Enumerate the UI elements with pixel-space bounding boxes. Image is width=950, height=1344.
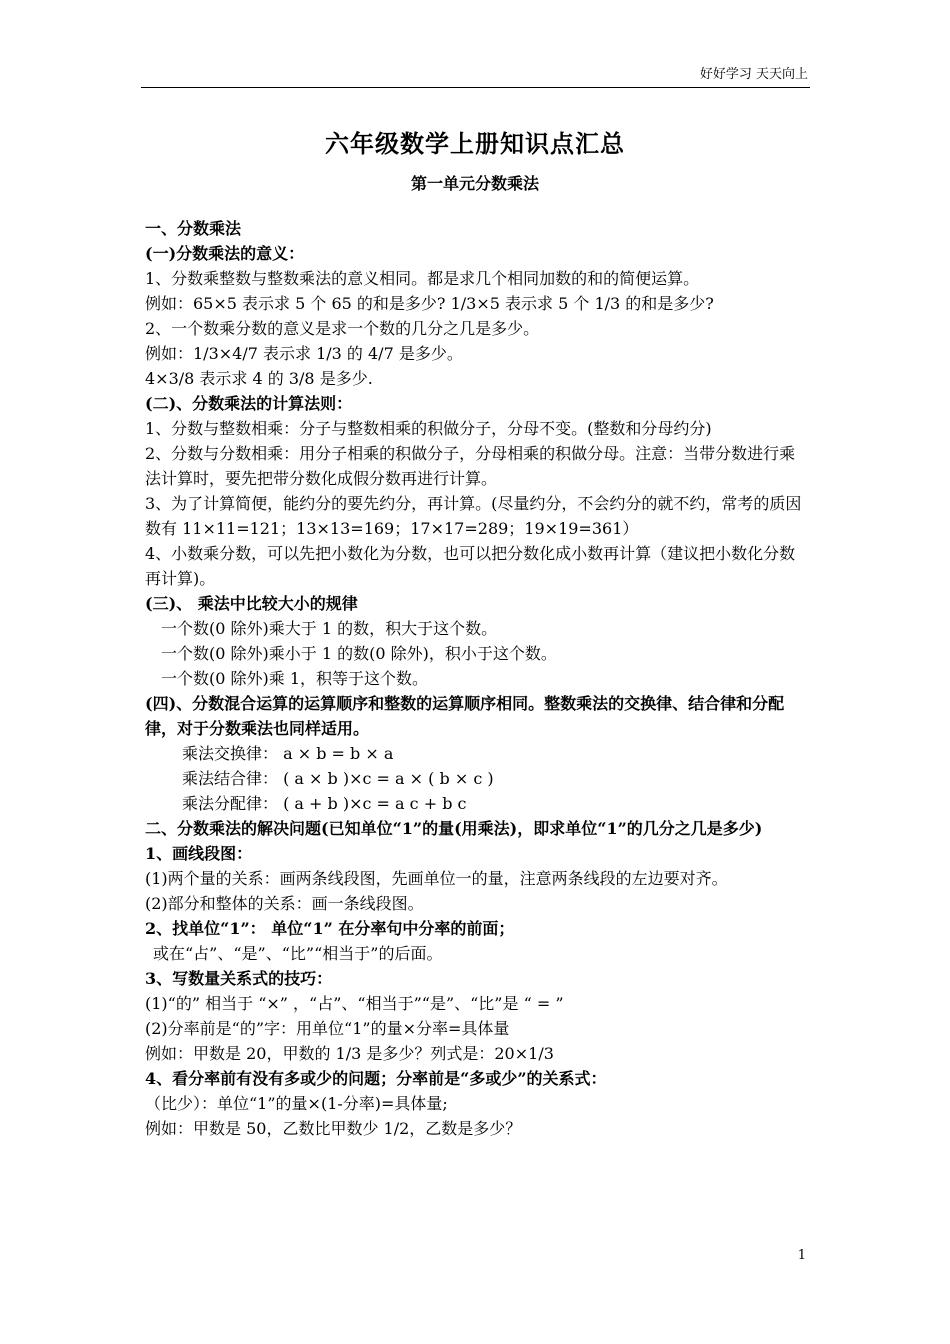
example: 例如：1/3×4/7 表示求 1/3 的 4/7 是多少。: [145, 344, 463, 363]
rule-item: 一个数(0 除外)乘 1，积等于这个数。: [161, 669, 429, 688]
paragraph: 4、小数乘分数，可以先把小数化为分数，也可以把分数化成小数再计算（建议把小数化分数再计算)。: [145, 544, 796, 588]
paragraph: 或在“占”、“是”、“比”“相当于”的后面。: [153, 944, 443, 963]
law-associative: 乘法结合律： ( a × b )×c = a × ( b × c ): [182, 769, 494, 788]
paragraph: 2、一个数乘分数的意义是求一个数的几分之几是多少。: [145, 319, 540, 338]
paragraph: (1)两个量的关系：画两条线段图，先画单位一的量，注意两条线段的左边要对齐。: [145, 869, 728, 888]
rule-item: 一个数(0 除外)乘大于 1 的数，积大于这个数。: [161, 619, 498, 638]
subsection-heading: 1、画线段图：: [145, 844, 253, 863]
header-divider: [141, 87, 810, 88]
header-motto: 好好学习 天天向上: [699, 67, 808, 82]
unit-subtitle: 第一单元分数乘法: [410, 174, 539, 193]
subsection-heading: (二)、分数乘法的计算法则：: [145, 394, 353, 413]
example: 例如：甲数是 20，甲数的 1/3 是多少？列式是：20×1/3: [145, 1044, 554, 1063]
paragraph: 2、分数与分数相乘：用分子相乘的积做分子，分母相乘的积做分母。注意：当带分数进行乘法计算时，要先把带分数化成假分数再进行计算。: [145, 444, 796, 488]
paragraph: 1、分数乘整数与整数乘法的意义相同。都是求几个相同加数的和的简便运算。: [145, 269, 700, 288]
paragraph: (2)部分和整体的关系：画一条线段图。: [145, 894, 424, 913]
subsection-heading: (四)、分数混合运算的运算顺序和整数的运算顺序相同。整数乘法的交换律、结合律和分配律，对于分数乘法也同样适用。: [145, 694, 785, 738]
law-distributive: 乘法分配律： ( a + b )×c = a c + b c: [182, 794, 467, 813]
section-heading: 二、分数乘法的解决问题(已知单位“1”的量(用乘法)，即求单位“1”的几分之几是多少): [145, 819, 763, 838]
subsection-heading: (一)分数乘法的意义：: [145, 244, 305, 263]
rule-item: 一个数(0 除外)乘小于 1 的数(0 除外)，积小于这个数。: [161, 644, 557, 663]
document-body: [145, 216, 811, 1141]
subsection-heading: 2、找单位“1”： 单位“1” 在分率句中分率的前面；: [145, 919, 515, 938]
document-title: 六年级数学上册知识点汇总: [325, 129, 625, 158]
paragraph: 1、分数与整数相乘：分子与整数相乘的积做分子，分母不变。(整数和分母约分): [145, 419, 712, 438]
subsection-heading: (三)、 乘法中比较大小的规律: [145, 594, 358, 613]
page-number: 1: [797, 1248, 806, 1263]
subsection-heading: 4、看分率前有没有多或少的问题；分率前是“多或少”的关系式：: [145, 1069, 607, 1088]
paragraph: 3、为了计算简便，能约分的要先约分，再计算。(尽量约分，不会约分的就不约，常考的质因数有 11×11=121；13×13=169；17×17=289；19×19=361）: [145, 494, 802, 538]
law-commutative: 乘法交换律： a × b = b × a: [182, 744, 394, 763]
paragraph: (2)分率前是“的”字：用单位“1”的量×分率=具体量: [145, 1019, 510, 1038]
section-heading: 一、分数乘法: [145, 219, 242, 238]
example: 4×3/8 表示求 4 的 3/8 是多少.: [145, 369, 373, 388]
example: 例如：65×5 表示求 5 个 65 的和是多少? 1/3×5 表示求 5 个 1/3 的和是多少?: [145, 294, 714, 313]
paragraph: （比少）：单位“1”的量×(1-分率)=具体量;: [145, 1094, 448, 1113]
paragraph: (1)“的” 相当于 “×” ，“占”、“相当于”“是”、“比”是 “ = ”: [145, 994, 564, 1013]
subsection-heading: 3、写数量关系式的技巧：: [145, 969, 333, 988]
example: 例如：甲数是 50，乙数比甲数少 1/2，乙数是多少？: [145, 1119, 522, 1138]
